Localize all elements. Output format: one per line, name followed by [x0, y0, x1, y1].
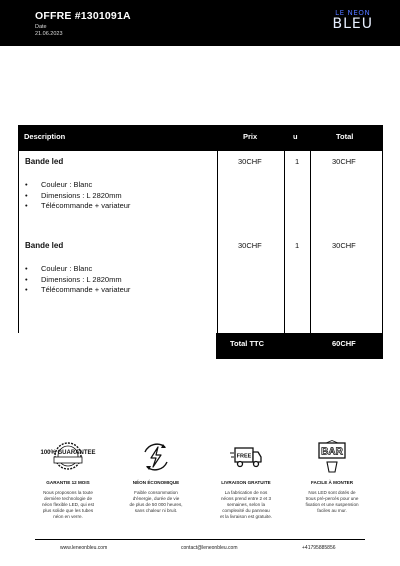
page-header	[0, 0, 400, 46]
feature-energy	[116, 440, 196, 514]
item-qty: 1	[295, 157, 300, 166]
footer-divider	[35, 539, 365, 540]
badge-text: BAR	[321, 446, 343, 458]
feature-text: Faible consommation d'énergie, durée de vie de plus de 50 000 heures, sans chaleur ni bruit.	[129, 490, 183, 513]
item-details	[25, 264, 210, 296]
feature-title: FACILE À MONTER	[310, 480, 354, 485]
item-name: Bande led	[25, 157, 64, 166]
feature-text: La fabrication de nos néons prend entre 2 et 3 semaines, selon la complexité du panneau et la livraison est gratuite.	[219, 490, 273, 519]
offer-title: OFFRE #1301091A	[35, 10, 131, 22]
column-divider	[310, 151, 311, 333]
feature-title: NÉON ÉCONOMIQUE	[132, 480, 180, 485]
feature-text: Nous proposons la toute dernière technologie de néon flexible LED, qui est plus solide que les tubes néon en verre.	[41, 490, 95, 519]
delivery-truck-icon	[229, 440, 263, 474]
item-detail: • Dimensions : L 2820mm	[25, 275, 210, 286]
feature-text: Nos LED sont dotés de trous pré-percés pour une fixation et une suspension faciles au mur.	[305, 490, 359, 513]
total-value: 60CHF	[332, 339, 356, 348]
table-header	[18, 125, 383, 151]
item-detail: • Télécommande + variateur	[25, 201, 210, 212]
item-total: 30CHF	[332, 157, 356, 166]
feature-mounting	[292, 440, 372, 514]
offer-table	[18, 125, 383, 333]
item-total: 30CHF	[332, 241, 356, 250]
item-details	[25, 180, 210, 212]
feature-title: LIVRAISON GRATUITE	[221, 480, 271, 485]
item-price: 30CHF	[238, 157, 262, 166]
guarantee-badge-icon	[40, 440, 96, 474]
column-divider	[284, 151, 285, 333]
feature-guarantee	[28, 440, 108, 520]
table-row	[25, 157, 210, 212]
footer-phone[interactable]: +41795885856	[302, 545, 336, 551]
badge-text: 100% GUARANTEE	[40, 450, 96, 456]
table-body	[18, 151, 383, 333]
item-detail: • Dimensions : L 2820mm	[25, 191, 210, 202]
feature-title: GARANTIE 12 MOIS	[46, 480, 90, 485]
header-total: Total	[336, 132, 354, 141]
header-description: Description	[24, 132, 66, 141]
header-price: Prix	[243, 132, 258, 141]
brand-logo	[333, 9, 374, 31]
badge-text: FREE	[236, 453, 252, 460]
column-divider	[217, 151, 218, 333]
total-label: Total TTC	[230, 339, 265, 348]
item-qty: 1	[295, 241, 300, 250]
item-price: 30CHF	[238, 241, 262, 250]
footer-website[interactable]: www.leneonbleu.com	[60, 545, 108, 551]
bar-sign-icon	[315, 440, 349, 474]
feature-delivery	[206, 440, 286, 520]
footer-email[interactable]: contact@leneonbleu.com	[181, 545, 238, 551]
date-value: 21.06.2023	[35, 31, 63, 37]
date-label: Date	[35, 24, 47, 30]
header-unit: u	[293, 132, 298, 141]
item-detail: • Télécommande + variateur	[25, 285, 210, 296]
energy-bolt-icon	[139, 440, 173, 474]
item-name: Bande led	[25, 241, 64, 250]
features-section	[28, 440, 373, 530]
item-detail: • Couleur : Blanc	[25, 264, 210, 275]
logo-bottom-text: BLEU	[332, 16, 373, 32]
table-row	[25, 241, 210, 296]
logo-top-text: LE NEON	[335, 9, 371, 17]
item-detail: • Couleur : Blanc	[25, 180, 210, 191]
total-row	[216, 333, 383, 359]
